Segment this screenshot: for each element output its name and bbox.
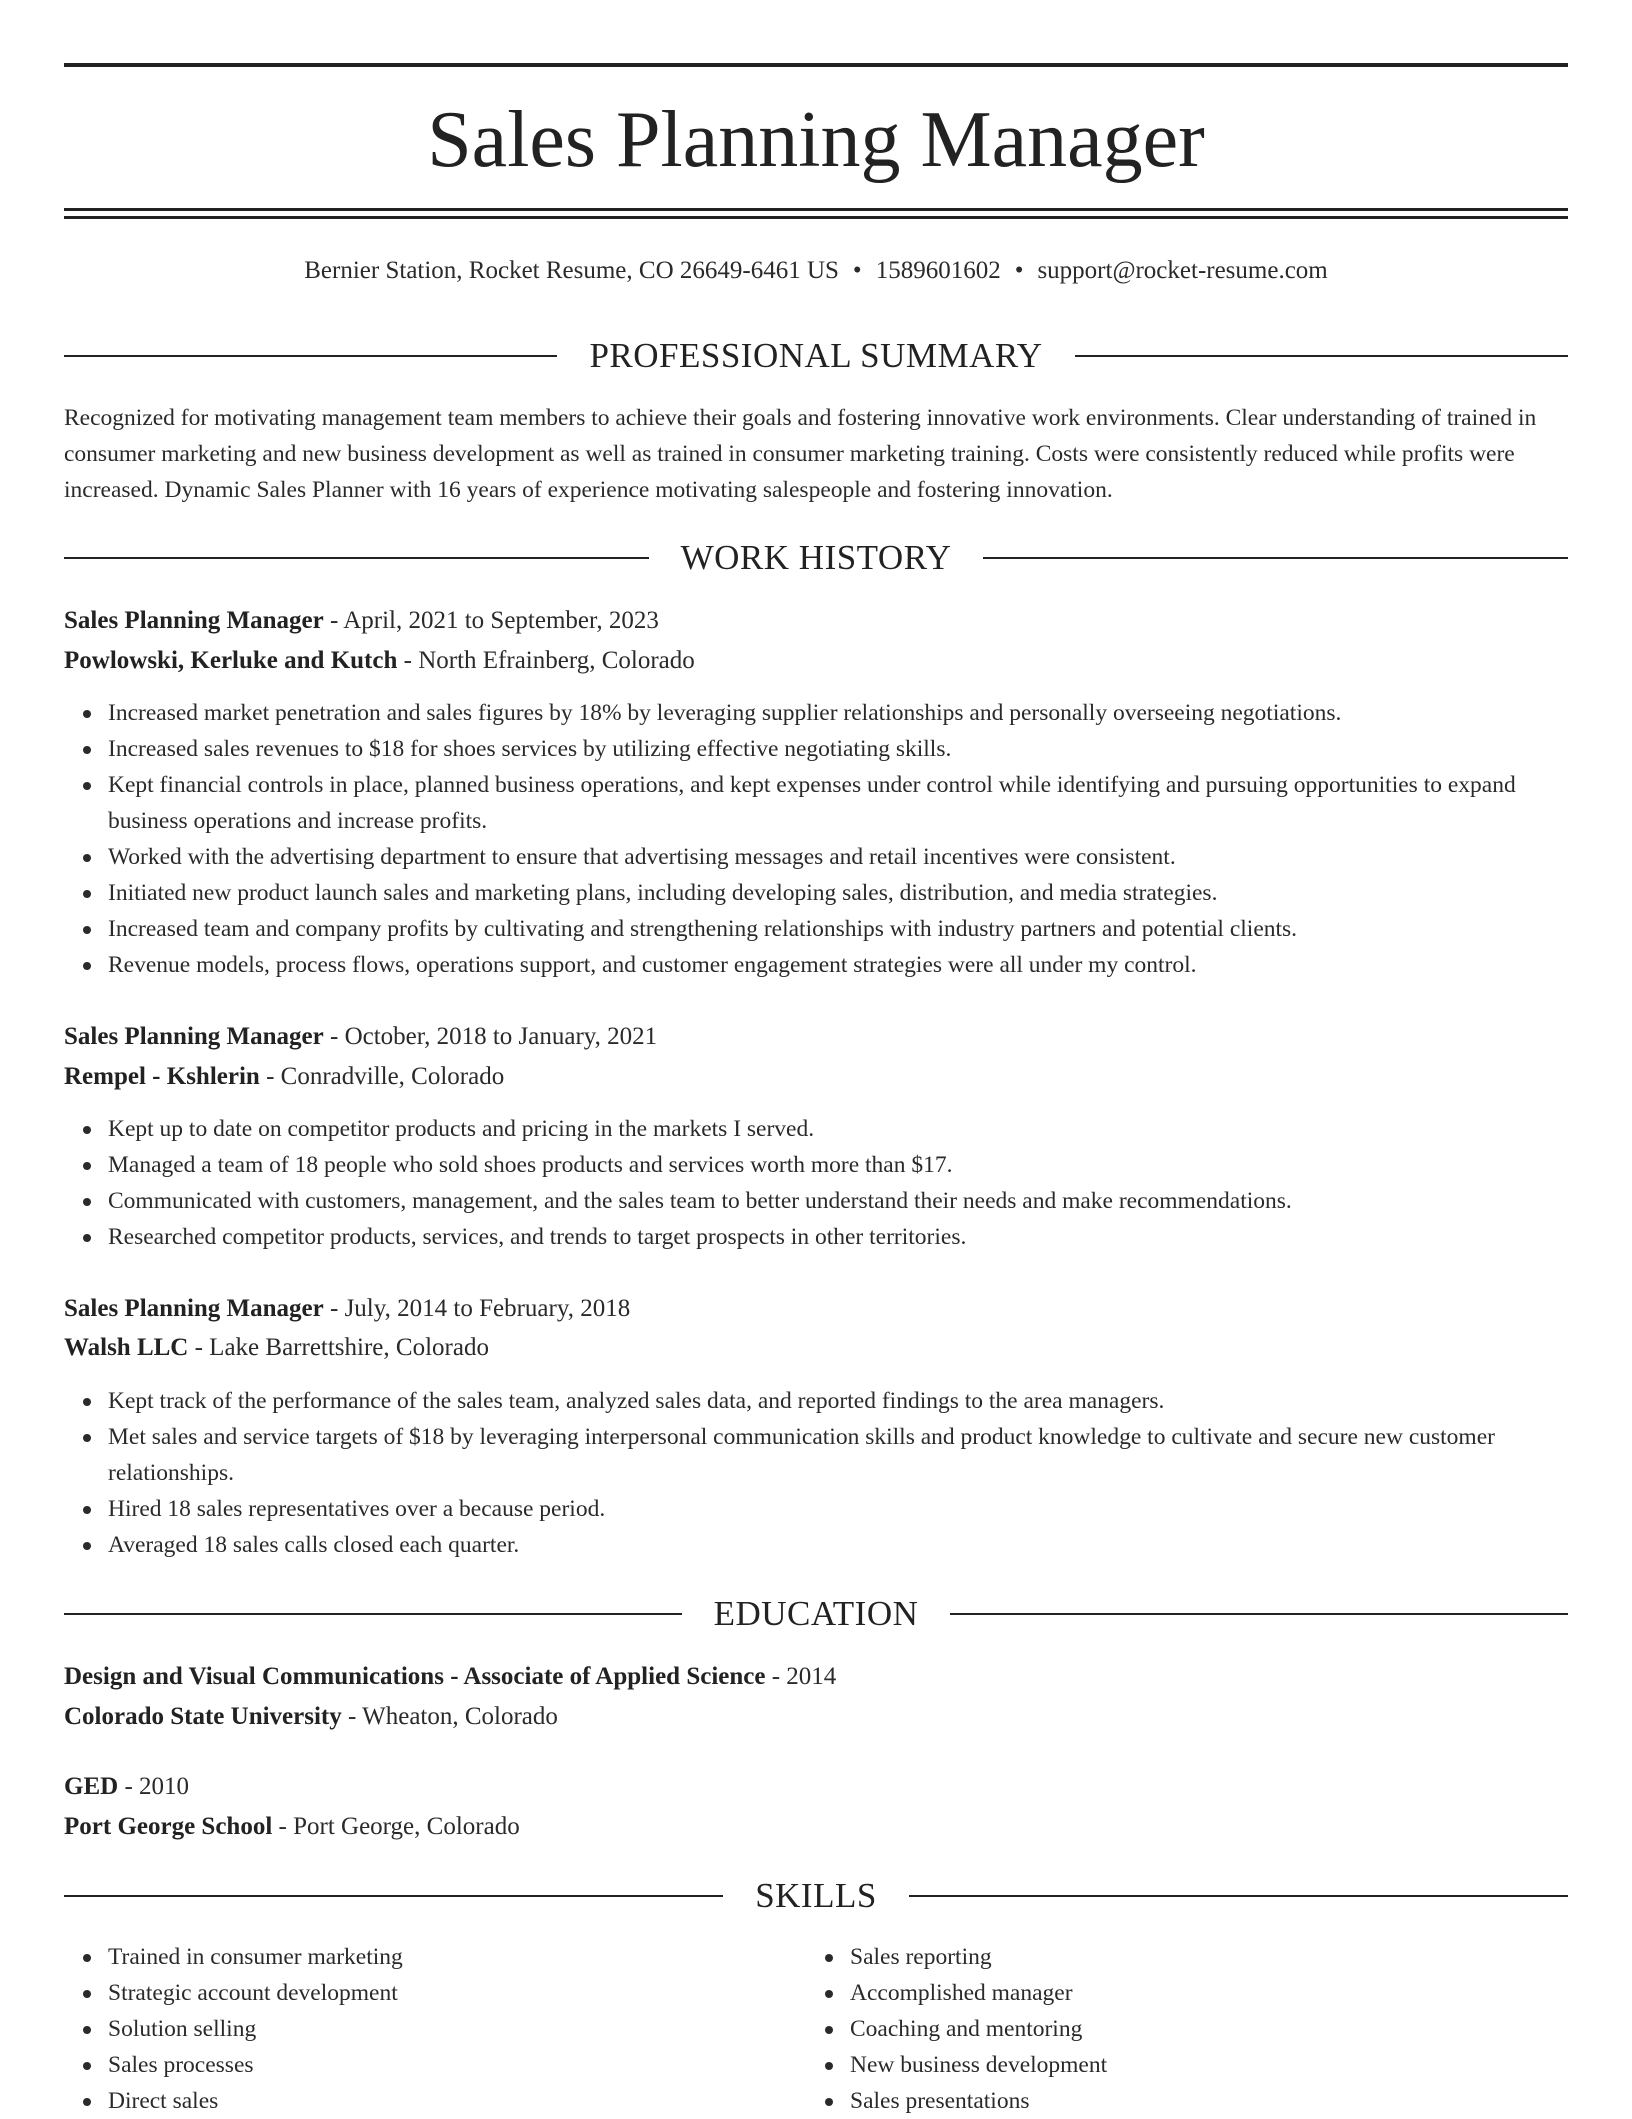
resume-title: Sales Planning Manager [427,96,1205,184]
job-bullets [64,1111,1568,1255]
job-bullets [64,1383,1568,1563]
list-item: Increased market penetration and sales figures by 18% by leveraging supplier relationships and personally overseeing negotiations. [108,695,1568,731]
section-heading-work-history [64,536,1568,580]
section-title: PROFESSIONAL SUMMARY [589,336,1043,375]
heading-rule-right [983,557,1568,559]
education-degree: GED [64,1773,119,1800]
heading-rule-left [64,1895,723,1897]
header-double-rule-upper [64,208,1568,211]
heading-rule-left [64,355,557,357]
education-degree: Design and Visual Communications - Associate of Applied Science [64,1663,766,1690]
list-item: Kept up to date on competitor products and pricing in the markets I served. [108,1111,1568,1147]
section-heading-skills [64,1874,1568,1918]
job-title: Sales Planning Manager [64,607,324,634]
list-item: Increased sales revenues to $18 for shoes services by utilizing effective negotiating skills. [108,731,1568,767]
education-school-line [64,1699,558,1735]
contact-address: Bernier Station, Rocket Resume, CO 26649-6461 US [304,257,839,284]
job-title: Sales Planning Manager [64,1023,324,1050]
job-company: Powlowski, Kerluke and Kutch [64,647,398,674]
heading-rule-left [64,557,649,559]
list-item: New business development [850,2047,1632,2083]
job-title-line [64,1019,657,1055]
section-title: EDUCATION [713,1594,919,1633]
list-item: Coaching and mentoring [850,2011,1632,2047]
list-item: Direct sales [108,2083,1568,2119]
education-school: Colorado State University [64,1703,342,1730]
list-item: Kept financial controls in place, planned business operations, and kept expenses under control while identifying and pursuing opportunities to expand business operations and increase profits. [108,767,1568,839]
list-item: Averaged 18 sales calls closed each quarter. [108,1527,1568,1563]
education-school: Port George School [64,1813,273,1840]
list-item: Solution selling [108,2011,1568,2047]
list-item: Trained in consumer marketing [108,1939,1568,1975]
contact-separator: • [1014,257,1024,284]
job-company-line [64,1059,504,1095]
job-company-line [64,643,695,679]
education-year: - 2014 [765,1663,837,1690]
education-location: - Port George, Colorado [272,1813,520,1840]
skills-list-right [806,1939,1632,2119]
section-heading-summary [64,334,1568,378]
education-year: - 2010 [118,1773,190,1800]
list-item: Communicated with customers, management, and the sales team to better understand their needs and make recommendations. [108,1183,1568,1219]
contact-line [64,254,1568,288]
list-item: Initiated new product launch sales and marketing plans, including developing sales, distribution, and media strategies. [108,875,1568,911]
list-item: Sales presentations [850,2083,1632,2119]
job-location: - Lake Barrettshire, Colorado [188,1334,489,1361]
list-item: Revenue models, process flows, operations support, and customer engagement strategies were all under my control. [108,947,1568,983]
job-bullets [64,695,1568,983]
job-location: - North Efrainberg, Colorado [397,647,695,674]
job-location: - Conradville, Colorado [259,1063,505,1090]
header-top-rule [64,63,1568,67]
list-item: Met sales and service targets of $18 by leveraging interpersonal communication skills and product knowledge to cultivate and secure new customer relationships. [108,1419,1568,1491]
list-item: Increased team and company profits by cultivating and strengthening relationships with industry partners and potential clients. [108,911,1568,947]
job-dates: - April, 2021 to September, 2023 [323,607,659,634]
list-item: Accomplished manager [850,1975,1632,2011]
heading-rule-right [1075,355,1568,357]
list-item: Managed a team of 18 people who sold shoes products and services worth more than $17. [108,1147,1568,1183]
list-item: Researched competitor products, services, and trends to target prospects in other territories. [108,1219,1568,1255]
section-heading-education [64,1592,1568,1636]
education-location: - Wheaton, Colorado [341,1703,558,1730]
contact-phone: 1589601602 [875,257,1001,284]
job-dates: - October, 2018 to January, 2021 [323,1023,658,1050]
job-title: Sales Planning Manager [64,1295,324,1322]
education-degree-line [64,1659,836,1695]
list-item: Sales reporting [850,1939,1632,1975]
list-item: Kept track of the performance of the sales team, analyzed sales data, and reported findings to the area managers. [108,1383,1568,1419]
job-title-line [64,1291,630,1327]
header-double-rule-lower [64,216,1568,219]
education-degree-line [64,1769,189,1805]
heading-rule-left [64,1613,682,1615]
education-school-line [64,1809,520,1845]
job-title-line [64,603,659,639]
heading-rule-right [909,1895,1568,1897]
list-item: Strategic account development [108,1975,1568,2011]
job-company-line [64,1330,489,1366]
section-title: WORK HISTORY [680,538,952,577]
summary-text: Recognized for motivating management team members to achieve their goals and fostering innovative work environments. Clear understanding of trained in consumer marketing and new business development as well as trained in consumer marketing training. Costs were consistently reduced while profits were increased. Dynamic Sales Planner with 16 years of experience motivating salespeople and fostering innovation. [64,405,1537,503]
contact-separator: • [852,257,862,284]
list-item: Sales processes [108,2047,1568,2083]
section-title: SKILLS [755,1876,877,1915]
list-item: Hired 18 sales representatives over a because period. [108,1491,1568,1527]
list-item: Worked with the advertising department to ensure that advertising messages and retail incentives were consistent. [108,839,1568,875]
job-dates: - July, 2014 to February, 2018 [323,1295,631,1322]
heading-rule-right [950,1613,1568,1615]
contact-email[interactable]: support@rocket-resume.com [1037,257,1328,284]
job-company: Walsh LLC [64,1334,189,1361]
job-company: Rempel - Kshlerin [64,1063,260,1090]
